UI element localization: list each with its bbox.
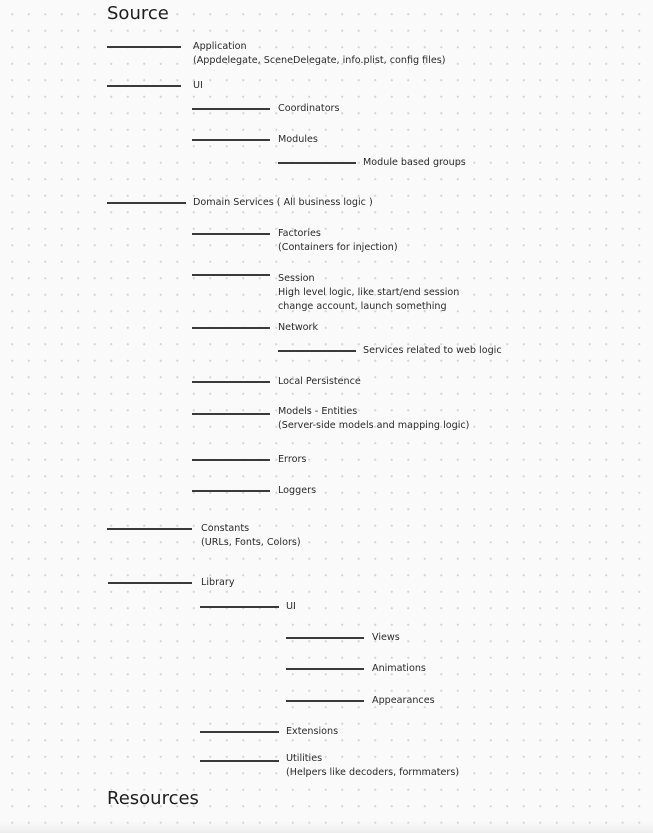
node-title: Application (193, 41, 247, 52)
node-note: (Server-side models and mapping logic) (278, 420, 470, 431)
node-title: Coordinators (278, 103, 340, 114)
node-label (193, 40, 446, 68)
node-title: Factories (278, 228, 321, 239)
node-label (278, 321, 318, 335)
node-title: Errors (278, 454, 307, 465)
node-title: Library (201, 577, 235, 588)
node-label (278, 102, 340, 116)
node-title: Views (372, 632, 400, 643)
connector-line (192, 274, 270, 276)
node-title: UI (286, 601, 296, 612)
node-title: Module based groups (363, 157, 466, 168)
connector-line (278, 162, 356, 164)
node-label (363, 344, 502, 358)
node-title: Domain Services ( All business logic ) (193, 197, 373, 208)
node-title: Models - Entities (278, 406, 358, 417)
node-label (372, 662, 426, 676)
node-label (193, 79, 203, 93)
node-label (286, 725, 338, 739)
connector-line (192, 233, 270, 235)
node-note: (URLs, Fonts, Colors) (201, 537, 301, 548)
source-heading: Source (107, 3, 169, 24)
connector-line (286, 700, 364, 702)
connector-line (107, 46, 181, 48)
connector-line (192, 413, 270, 415)
connector-line (200, 606, 279, 608)
node-title: Appearances (372, 695, 435, 706)
node-title: Session (278, 273, 315, 284)
node-label (201, 522, 301, 550)
connector-line (278, 350, 356, 352)
node-note: (Appdelegate, SceneDelegate, info.plist, config files) (193, 55, 446, 66)
node-label (193, 196, 373, 210)
node-note: (Containers for injection) (278, 242, 398, 253)
node-label (278, 453, 306, 467)
node-label (372, 694, 435, 708)
node-title: Network (278, 322, 319, 333)
connector-line (192, 490, 270, 492)
node-note: High level logic, like start/end session (278, 287, 460, 298)
connector-line (200, 760, 279, 762)
node-title: Animations (372, 663, 426, 674)
node-label (278, 405, 469, 433)
node-label (286, 752, 459, 780)
node-label (278, 484, 316, 498)
node-title: Loggers (278, 485, 317, 496)
node-label (286, 600, 296, 614)
node-title: Constants (201, 523, 250, 534)
node-title: UI (193, 80, 203, 91)
connector-line (286, 637, 364, 639)
node-title: Services related to web logic (363, 345, 502, 356)
node-title: Utilities (286, 753, 323, 764)
connector-line (107, 85, 181, 87)
node-title: Local Persistence (278, 376, 361, 387)
node-title: Extensions (286, 726, 339, 737)
node-note: change account, launch something (278, 301, 447, 312)
connector-line (200, 731, 279, 733)
resources-heading: Resources (107, 788, 199, 809)
bottom-fade (0, 821, 653, 833)
node-label (201, 576, 235, 590)
node-note: (Helpers like decoders, formmaters) (286, 767, 460, 778)
node-label (278, 272, 459, 314)
node-label (278, 133, 318, 147)
connector-line (192, 108, 270, 110)
connector-line (192, 459, 270, 461)
node-title: Modules (278, 134, 318, 145)
node-label (278, 227, 398, 255)
connector-line (192, 381, 270, 383)
node-label (372, 631, 400, 645)
connector-line (108, 582, 192, 584)
node-label (278, 375, 361, 389)
connector-line (192, 327, 270, 329)
connector-line (286, 668, 364, 670)
node-label (363, 156, 466, 170)
connector-line (107, 528, 192, 530)
connector-line (107, 202, 186, 204)
connector-line (192, 139, 270, 141)
